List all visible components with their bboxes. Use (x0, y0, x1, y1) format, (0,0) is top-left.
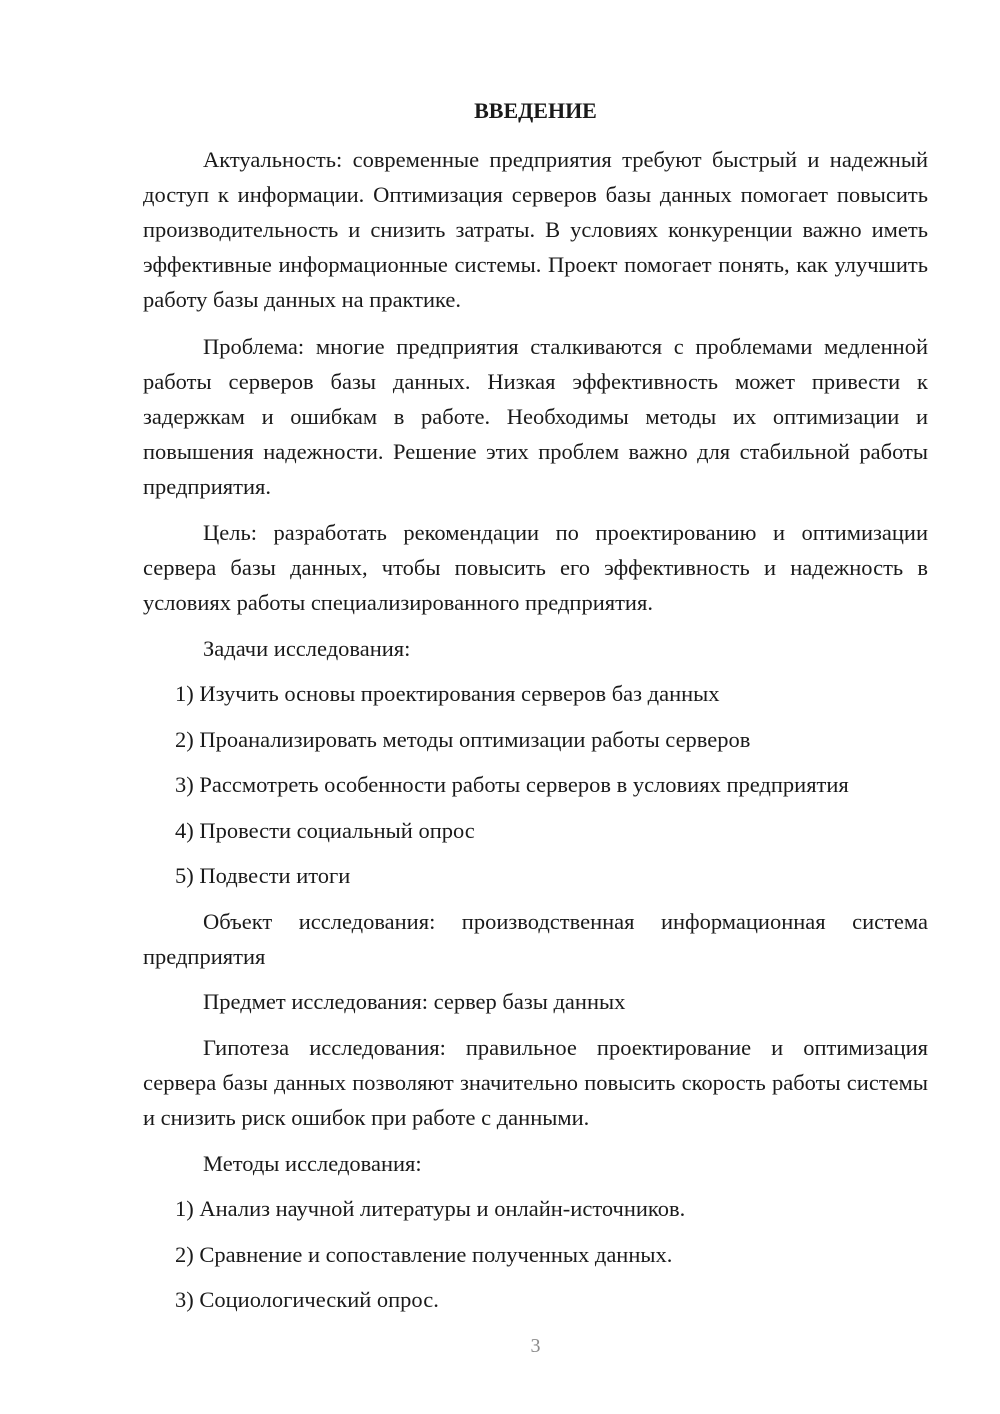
task-item-5: 5) Подвести итоги (175, 863, 351, 888)
section-title: ВВЕДЕНИЕ (474, 98, 597, 123)
page-number: 3 (530, 1335, 541, 1357)
paragraph-subject: Предмет исследования: сервер базы данных (203, 989, 626, 1014)
method-item-1: 1) Анализ научной литературы и онлайн-источников. (175, 1196, 686, 1221)
paragraph-problem: Проблема: многие предприятия сталкиваются с проблемами медленной работы серверов базы данных. Низкая эффективность может привести к задержкам и ошибкам в работе. Необходимы методы их оптимизации и повышения надежности. Решение этих проблем важно для стабильной работы предприятия. (143, 334, 928, 499)
paragraph-object: Объект исследования: производственная информационная система предприятия (143, 909, 928, 969)
task-item-2: 2) Проанализировать методы оптимизации работы серверов (175, 727, 751, 752)
paragraph-hypothesis: Гипотеза исследования: правильное проектирование и оптимизация сервера базы данных позволяют значительно повысить скорость работы системы и снизить риск ошибок при работе с данными. (143, 1035, 928, 1130)
task-item-1: 1) Изучить основы проектирования серверов баз данных (175, 681, 720, 706)
methods-heading: Методы исследования: (203, 1151, 422, 1176)
paragraph-relevance: Актуальность: современные предприятия требуют быстрый и надежный доступ к информации. Оптимизация серверов базы данных помогает повысить производительность и снизить затраты. В условиях конкуренции важно иметь эффективные информационные системы. Проект помогает понять, как улучшить работу базы данных на практике. (143, 147, 928, 312)
paragraph-goal: Цель: разработать рекомендации по проектированию и оптимизации сервера базы данных, чтобы повысить его эффективность и надежность в условиях работы специализированного предприятия. (143, 520, 928, 615)
method-item-2: 2) Сравнение и сопоставление полученных данных. (175, 1242, 673, 1267)
method-item-3: 3) Социологический опрос. (175, 1287, 439, 1312)
task-item-3: 3) Рассмотреть особенности работы серверов в условиях предприятия (175, 772, 849, 797)
task-item-4: 4) Провести социальный опрос (175, 818, 475, 843)
tasks-heading: Задачи исследования: (203, 636, 411, 661)
